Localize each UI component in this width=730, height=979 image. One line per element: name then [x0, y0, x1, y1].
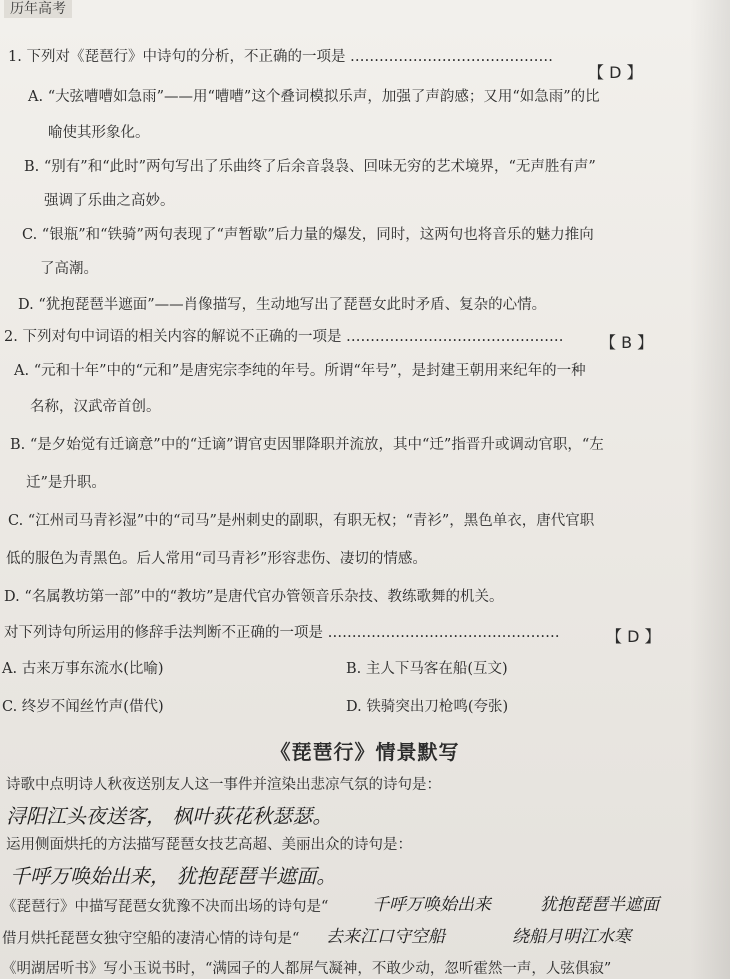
q2-option-d: D. “名属教坊第一部”中的“教坊”是唐代官办管领音乐杂技、教练歌舞的机关。 [4, 589, 504, 605]
dictation-answer-4b: 绕船月明江水寒 [512, 927, 631, 947]
q2-option-c-line1: C. “江州司马青衫湿”中的“司马”是州刺史的副职，有职无权；“青衫”，黑色单衣，唐代官职 [8, 513, 595, 529]
q2-stem: 2. 下列对句中词语的相关内容的解说不正确的一项是 ……………………………………… [4, 329, 564, 345]
q1-answer: 【 D 】 [588, 63, 643, 82]
dictation-prompt-1: 诗歌中点明诗人秋夜送别友人这一事件并渲染出悲凉气氛的诗句是： [6, 777, 441, 793]
q3-option-a: A. 古来万事东流水(比喻) [2, 661, 164, 677]
q1-option-a-line1: A. “大弦嘈嘈如急雨”——用“嘈嘈”这个叠词模拟乐声，加强了声韵感；又用“如急雨”的比 [28, 89, 600, 105]
q3-option-b: B. 主人下马客在船(互文) [346, 661, 508, 677]
q2-option-b-line1: B. “是夕始觉有迁谪意”中的“迁谪”谓官吏因罪降职并流放，其中“迁”指晋升或调动官职，“左 [10, 437, 604, 453]
dictation-answer-2: 千呼万唤始出来， 犹抱琵琶半遮面。 [10, 864, 337, 888]
dictation-prompt-2: 运用侧面烘托的方法描写琵琶女技艺高超、美丽出众的诗句是： [6, 837, 412, 853]
dictation-answer-3a: 千呼万唤始出来 [372, 895, 491, 915]
q2-option-b-line2: 迁”是升职。 [26, 475, 106, 491]
dictation-prompt-3: 《琵琶行》中描写琵琶女犹豫不决而出场的诗句是“ [2, 899, 329, 915]
q1-option-b-line2: 强调了乐曲之高妙。 [44, 193, 175, 209]
q1-option-c-line1: C. “银瓶”和“铁骑”两句表现了“声暂歇”后力量的爆发，同时，这两句也将音乐的魅力推向 [22, 227, 594, 243]
q3-answer: 【 D 】 [606, 627, 661, 646]
q3-option-d: D. 铁骑突出刀枪鸣(夸张) [346, 699, 509, 715]
q1-option-c-line2: 了高潮。 [40, 261, 98, 277]
q1-option-d: D. “犹抱琵琶半遮面”——肖像描写，生动地写出了琵琶女此时矛盾、复杂的心情。 [18, 297, 547, 313]
q3-stem: 对下列诗句所运用的修辞手法判断不正确的一项是 ………………………………………… [4, 625, 560, 641]
section-title: 《琵琶行》情景默写 [270, 740, 460, 764]
q2-option-c-line2: 低的服色为青黑色。后人常用“司马青衫”形容悲伤、凄切的情感。 [6, 551, 427, 567]
dictation-answer-1: 浔阳江头夜送客， 枫叶荻花秋瑟瑟。 [6, 804, 333, 828]
dictation-prompt-4: 借月烘托琵琶女独守空船的凄清心情的诗句是“ [2, 931, 300, 947]
header-label: 历年高考 [4, 0, 72, 18]
q1-option-a-line2: 喻使其形象化。 [48, 125, 150, 141]
dictation-answer-4a: 去来江口守空船 [326, 927, 445, 947]
q3-option-c: C. 终岁不闻丝竹声(借代) [2, 699, 164, 715]
dictation-answer-3b: 犹抱琵琶半遮面 [540, 895, 659, 915]
q1-option-b-line1: B. “别有”和“此时”两句写出了乐曲终了后余音袅袅、回味无穷的艺术境界，“无声胜有声” [24, 159, 596, 175]
page-shadow [690, 0, 730, 979]
q2-option-a-line2: 名称，汉武帝首创。 [30, 399, 161, 415]
q1-stem: 1. 下列对《琵琶行》中诗句的分析，不正确的一项是 …………………………………… [8, 49, 554, 65]
q2-option-a-line1: A. “元和十年”中的“元和”是唐宪宗李纯的年号。所谓“年号”，是封建王朝用来纪年的一种 [14, 363, 586, 379]
q2-answer: 【 B 】 [600, 333, 654, 352]
dictation-prompt-5: 《明湖居听书》写小玉说书时，“满园子的人都屏气凝神，不敢少动，忽听霍然一声，人弦俱寂” [2, 961, 612, 977]
